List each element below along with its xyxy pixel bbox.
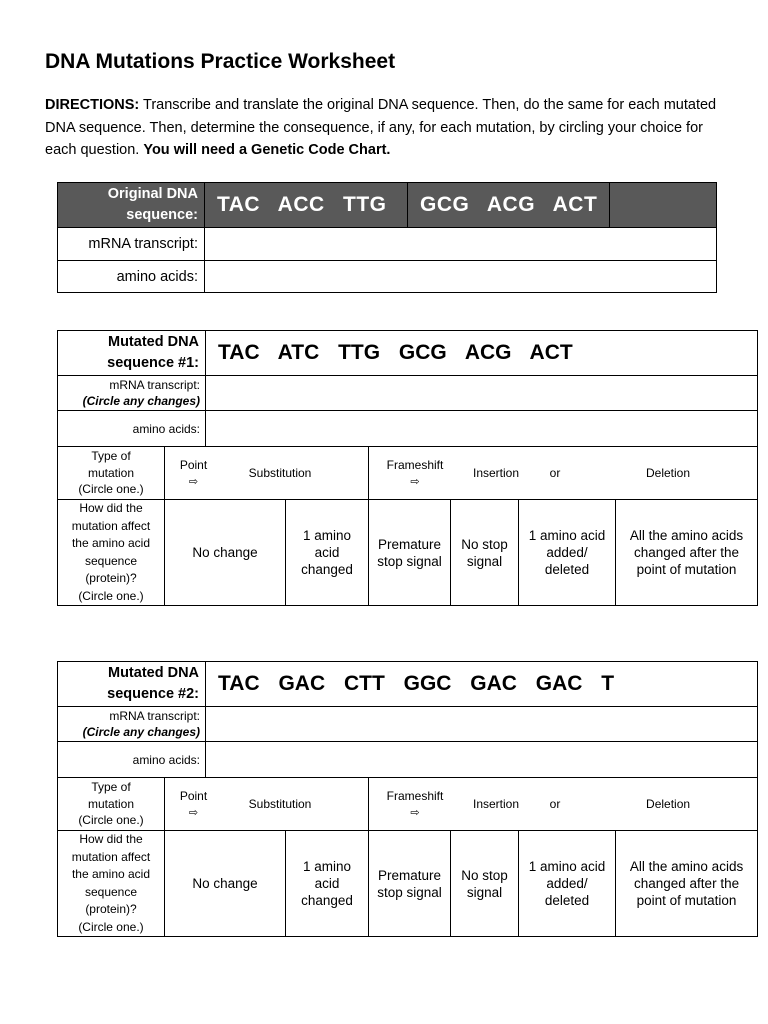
original-mrna-answer[interactable] bbox=[205, 228, 717, 261]
directions-emphasis: You will need a Genetic Code Chart. bbox=[143, 142, 391, 158]
original-dna-label: Original DNA sequence: bbox=[58, 183, 205, 228]
option-no-change[interactable]: No change bbox=[165, 500, 286, 606]
option-all-changed[interactable]: All the amino acids changed after the point of mutation bbox=[616, 831, 758, 937]
arrow-right-icon: ⇨ bbox=[410, 475, 420, 488]
mutation-2-mrna-label: mRNA transcript: (Circle any changes) bbox=[58, 707, 206, 742]
arrow-right-icon: ⇨ bbox=[188, 475, 199, 488]
mutation-2-amino-label: amino acids: bbox=[58, 742, 206, 778]
original-sequence-part2: GCG ACG ACT bbox=[408, 183, 610, 228]
mutation-2-label: Mutated DNA sequence #2: bbox=[58, 662, 206, 707]
arrow-right-icon: ⇨ bbox=[410, 806, 420, 819]
mutation-2-table bbox=[57, 661, 758, 937]
option-premature-stop[interactable]: Premature stop signal bbox=[369, 831, 451, 937]
mutation-1-point-substitution[interactable] bbox=[165, 447, 369, 500]
mutation-2-sequence: TAC GAC CTT GGC GAC GAC T bbox=[206, 662, 758, 707]
directions bbox=[45, 94, 725, 162]
option-premature-stop[interactable]: Premature stop signal bbox=[369, 500, 451, 606]
original-sequence-table bbox=[57, 182, 717, 293]
mutation-2-effect-label: How did the mutation affect the amino acid sequence (protein)? (Circle one.) bbox=[58, 831, 165, 937]
point-label: Point bbox=[179, 788, 208, 803]
original-sequence-part1: TAC ACC TTG bbox=[205, 183, 408, 228]
original-sequence-empty bbox=[610, 183, 717, 228]
mutation-1-label: Mutated DNA sequence #1: bbox=[58, 331, 206, 376]
mutation-2-frameshift[interactable] bbox=[369, 778, 758, 831]
arrow-right-icon: ⇨ bbox=[188, 806, 199, 819]
substitution-label: Substitution bbox=[248, 466, 312, 480]
original-amino-answer[interactable] bbox=[205, 261, 717, 293]
directions-text: Transcribe and translate the original DNA sequence. Then, do the same for each mutated DNA sequence. Then, determine the consequence, if any, for each mutation, by circling your choice for each question. bbox=[45, 97, 717, 158]
option-no-stop[interactable]: No stop signal bbox=[451, 500, 519, 606]
insertion-label: Insertion bbox=[473, 797, 520, 811]
option-added-deleted[interactable]: 1 amino acid added/ deleted bbox=[519, 500, 616, 606]
mutation-1-mrna-answer[interactable] bbox=[206, 376, 758, 411]
mutation-1-type-label: Type of mutation (Circle one.) bbox=[58, 447, 165, 500]
mutation-2-type-label: Type of mutation (Circle one.) bbox=[58, 778, 165, 831]
original-mrna-label: mRNA transcript: bbox=[58, 228, 205, 261]
mutation-1-amino-label: amino acids: bbox=[58, 411, 206, 447]
option-one-amino-changed[interactable]: 1 amino acid changed bbox=[286, 831, 369, 937]
point-label: Point bbox=[179, 457, 208, 472]
mutation-2-mrna-answer[interactable] bbox=[206, 707, 758, 742]
frameshift-label: Frameshift bbox=[386, 788, 444, 803]
mutation-1-frameshift[interactable] bbox=[369, 447, 758, 500]
deletion-label: Deletion bbox=[646, 797, 691, 811]
option-one-amino-changed[interactable]: 1 amino acid changed bbox=[286, 500, 369, 606]
insertion-label: Insertion bbox=[473, 466, 520, 480]
mutation-1-table bbox=[57, 330, 758, 606]
substitution-label: Substitution bbox=[248, 797, 312, 811]
or-label: or bbox=[549, 466, 561, 480]
option-added-deleted[interactable]: 1 amino acid added/ deleted bbox=[519, 831, 616, 937]
worksheet-title: DNA Mutations Practice Worksheet bbox=[45, 50, 396, 73]
mutation-2-point-substitution[interactable] bbox=[165, 778, 369, 831]
mutation-1-amino-answer[interactable] bbox=[206, 411, 758, 447]
option-no-change[interactable]: No change bbox=[165, 831, 286, 937]
deletion-label: Deletion bbox=[646, 466, 691, 480]
or-label: or bbox=[549, 797, 561, 811]
directions-label: DIRECTIONS: bbox=[45, 97, 140, 113]
mutation-1-effect-label: How did the mutation affect the amino acid sequence (protein)? (Circle one.) bbox=[58, 500, 165, 606]
option-all-changed[interactable]: All the amino acids changed after the point of mutation bbox=[616, 500, 758, 606]
mutation-1-mrna-label: mRNA transcript: (Circle any changes) bbox=[58, 376, 206, 411]
option-no-stop[interactable]: No stop signal bbox=[451, 831, 519, 937]
original-amino-label: amino acids: bbox=[58, 261, 205, 293]
frameshift-label: Frameshift bbox=[386, 457, 444, 472]
mutation-1-sequence: TAC ATC TTG GCG ACG ACT bbox=[206, 331, 758, 376]
mutation-2-amino-answer[interactable] bbox=[206, 742, 758, 778]
